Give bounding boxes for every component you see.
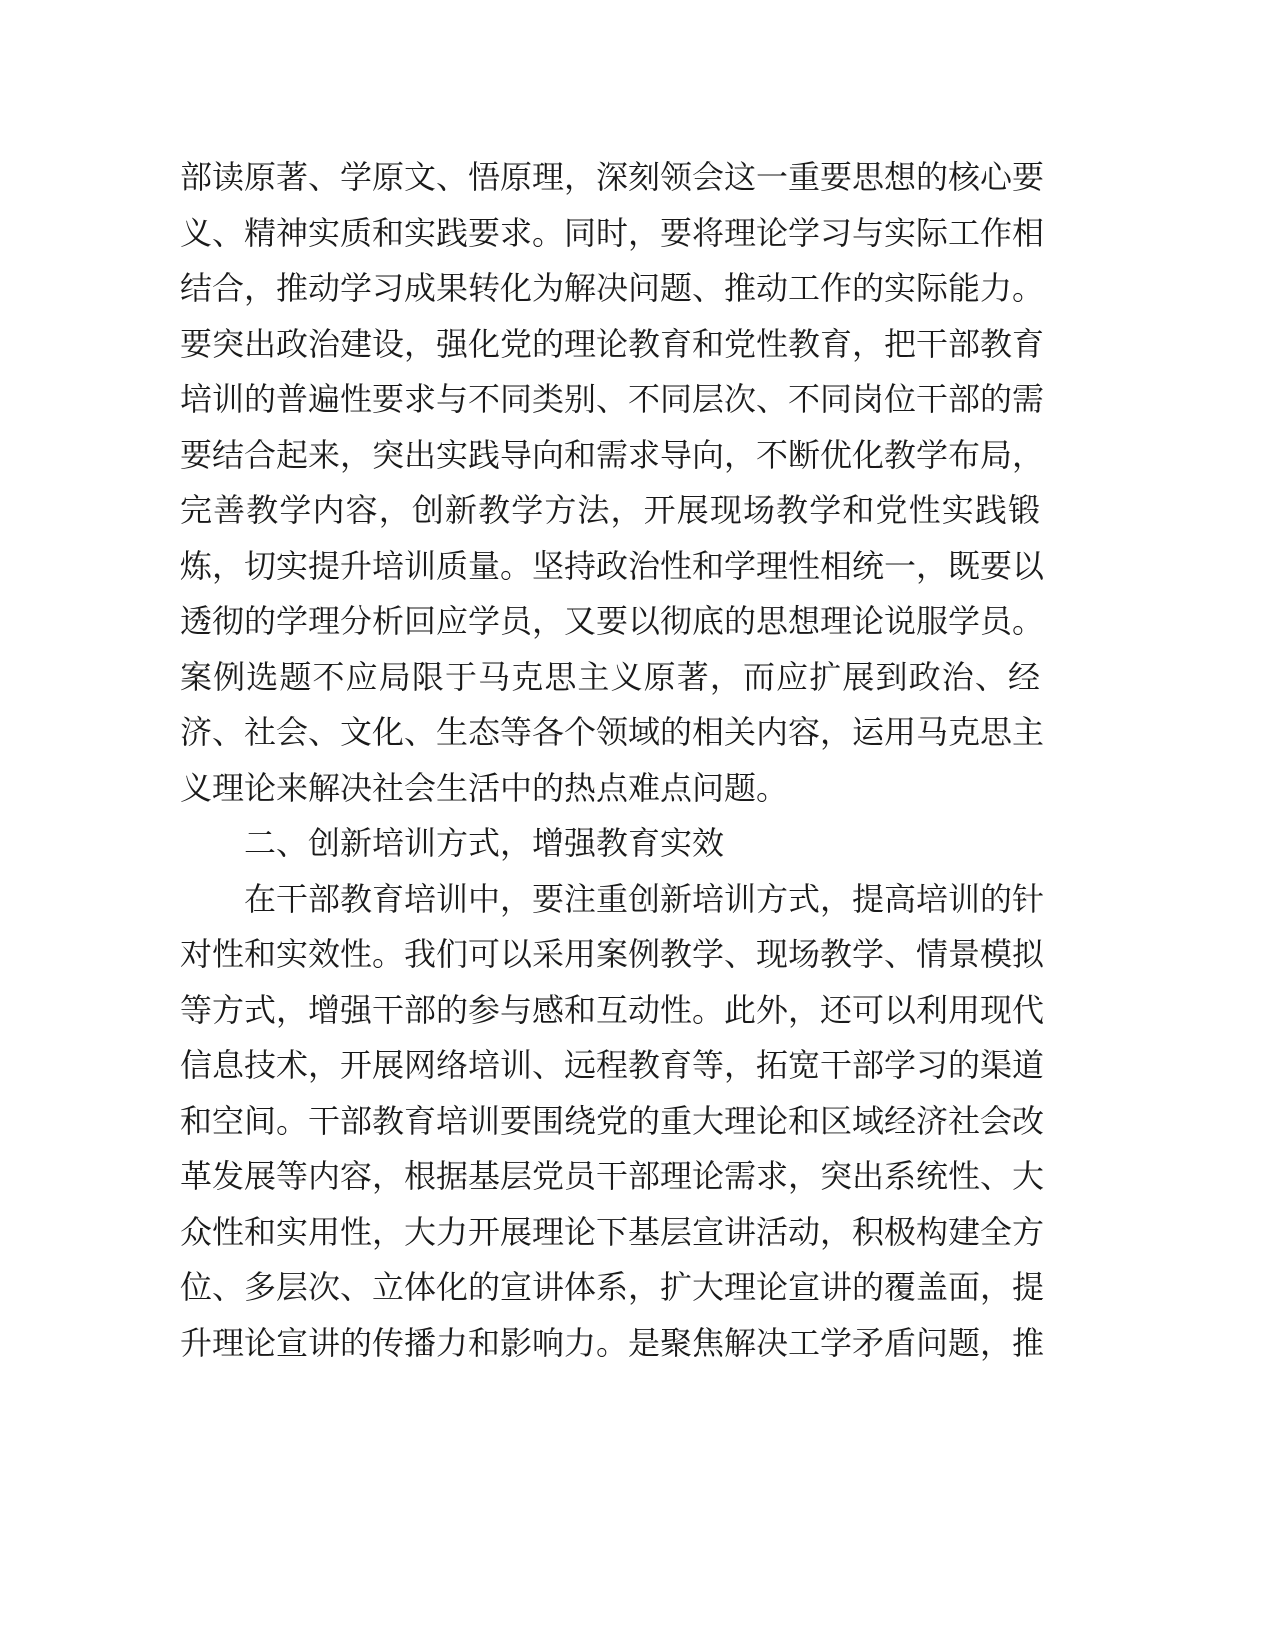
text-line: 案例选题不应局限于马克思主义原著，而应扩展到政治、经 <box>180 657 1040 696</box>
paragraph-2 <box>180 872 1045 1372</box>
section-heading-paragraph <box>180 816 1040 872</box>
paragraph-1 <box>180 150 1045 816</box>
text-line: 等方式，增强干部的参与感和互动性。此外，还可以利用现代 <box>180 990 1045 1029</box>
text-line: 位、多层次、立体化的宣讲体系，扩大理论宣讲的覆盖面，提 <box>180 1268 1045 1306</box>
text-line: 完善教学内容，创新教学方法，开展现场教学和党性实践锻 <box>180 491 1040 529</box>
text-line: 部读原著、学原文、悟原理，深刻领会这一重要思想的核心要 <box>180 158 1045 196</box>
document-body <box>180 150 1045 1371</box>
text-line: 对性和实效性。我们可以采用案例教学、现场教学、情景模拟 <box>180 935 1045 973</box>
text-line: 炼，切实提升培训质量。坚持政治性和学理性相统一，既要以 <box>180 546 1045 585</box>
text-line: 信息技术，开展网络培训、远程教育等，拓宽干部学习的渠道 <box>180 1046 1045 1084</box>
text-line: 要突出政治建设，强化党的理论教育和党性教育，把干部教育 <box>180 324 1045 363</box>
text-line: 要结合起来，突出实践导向和需求导向，不断优化教学布局， <box>180 435 1045 474</box>
text-line: 升理论宣讲的传播力和影响力。是聚焦解决工学矛盾问题，推 <box>180 1323 1045 1362</box>
section-heading: 二、创新培训方式，增强教育实效 <box>244 824 725 862</box>
text-line: 革发展等内容，根据基层党员干部理论需求，突出系统性、大 <box>180 1157 1045 1195</box>
text-line: 和空间。干部教育培训要围绕党的重大理论和区域经济社会改 <box>180 1101 1045 1140</box>
text-line: 在干部教育培训中，要注重创新培训方式，提高培训的针 <box>244 879 1045 918</box>
text-line: 众性和实用性，大力开展理论下基层宣讲活动，积极构建全方 <box>180 1212 1045 1251</box>
text-line: 济、社会、文化、生态等各个领域的相关内容，运用马克思主 <box>180 713 1045 751</box>
text-line: 义、精神实质和实践要求。同时，要将理论学习与实际工作相 <box>180 213 1045 252</box>
text-line: 培训的普遍性要求与不同类别、不同层次、不同岗位干部的需 <box>180 380 1045 418</box>
text-line: 结合，推动学习成果转化为解决问题、推动工作的实际能力。 <box>180 269 1045 307</box>
text-line: 义理论来解决社会生活中的热点难点问题。 <box>180 768 789 807</box>
text-line: 透彻的学理分析回应学员，又要以彻底的思想理论说服学员。 <box>180 602 1045 640</box>
